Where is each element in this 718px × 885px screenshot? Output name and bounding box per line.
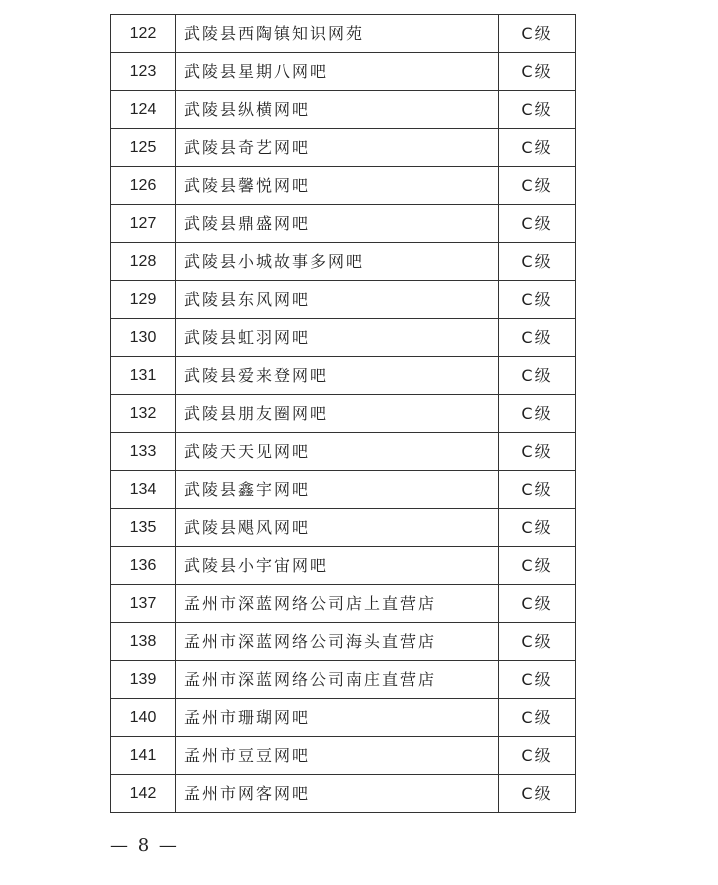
table-row [111,471,576,509]
grade-cell: C级 [499,623,576,661]
table-row [111,547,576,585]
row-number-cell: 130 [111,319,176,357]
row-number-cell: 131 [111,357,176,395]
row-number-cell: 142 [111,775,176,813]
grade-cell: C级 [499,357,576,395]
venue-name-cell: 孟州市深蓝网络公司南庄直营店 [176,661,499,699]
venue-name-cell: 武陵县鼎盛网吧 [176,205,499,243]
grade-cell: C级 [499,129,576,167]
table-row [111,167,576,205]
row-number-cell: 132 [111,395,176,433]
grade-cell: C级 [499,91,576,129]
row-number-cell: 135 [111,509,176,547]
table-row [111,53,576,91]
venue-name-cell: 孟州市珊瑚网吧 [176,699,499,737]
venue-name-cell: 孟州市深蓝网络公司海头直营店 [176,623,499,661]
table-row [111,91,576,129]
table-row [111,737,576,775]
row-number-cell: 138 [111,623,176,661]
row-number-cell: 139 [111,661,176,699]
venue-name-cell: 武陵县西陶镇知识网苑 [176,15,499,53]
venue-name-cell: 孟州市豆豆网吧 [176,737,499,775]
row-number-cell: 125 [111,129,176,167]
venue-name-cell: 武陵县奇艺网吧 [176,129,499,167]
table-row [111,509,576,547]
venue-name-cell: 孟州市网客网吧 [176,775,499,813]
row-number-cell: 127 [111,205,176,243]
table-row [111,775,576,813]
venue-name-cell: 武陵县爱来登网吧 [176,357,499,395]
venue-name-cell: 武陵县朋友圈网吧 [176,395,499,433]
row-number-cell: 134 [111,471,176,509]
row-number-cell: 137 [111,585,176,623]
grade-cell: C级 [499,281,576,319]
venue-name-cell: 武陵县星期八网吧 [176,53,499,91]
grade-cell: C级 [499,53,576,91]
row-number-cell: 136 [111,547,176,585]
grade-cell: C级 [499,471,576,509]
row-number-cell: 124 [111,91,176,129]
row-number-cell: 129 [111,281,176,319]
table-row [111,433,576,471]
table-row [111,699,576,737]
venue-name-cell: 武陵县小宇宙网吧 [176,547,499,585]
grade-cell: C级 [499,547,576,585]
table-row [111,281,576,319]
venue-name-cell: 孟州市深蓝网络公司店上直营店 [176,585,499,623]
row-number-cell: 123 [111,53,176,91]
grade-cell: C级 [499,509,576,547]
venue-name-cell: 武陵县虹羽网吧 [176,319,499,357]
grade-cell: C级 [499,319,576,357]
table-row [111,129,576,167]
row-number-cell: 140 [111,699,176,737]
venue-name-cell: 武陵县东风网吧 [176,281,499,319]
table-row [111,585,576,623]
venue-name-cell: 武陵县鑫宇网吧 [176,471,499,509]
table-row [111,15,576,53]
grade-cell: C级 [499,205,576,243]
grade-cell: C级 [499,661,576,699]
table-row [111,357,576,395]
venue-name-cell: 武陵县纵横网吧 [176,91,499,129]
table-row [111,243,576,281]
grade-table [110,14,576,813]
row-number-cell: 126 [111,167,176,205]
grade-cell: C级 [499,585,576,623]
venue-name-cell: 武陵县馨悦网吧 [176,167,499,205]
venue-name-cell: 武陵天天见网吧 [176,433,499,471]
table-row [111,205,576,243]
row-number-cell: 133 [111,433,176,471]
venue-name-cell: 武陵县飓风网吧 [176,509,499,547]
table-row [111,623,576,661]
table-row [111,319,576,357]
page-number: — 8 — [110,835,179,856]
grade-cell: C级 [499,15,576,53]
table-row [111,661,576,699]
grade-cell: C级 [499,775,576,813]
grade-cell: C级 [499,433,576,471]
table-body [111,15,576,813]
grade-cell: C级 [499,737,576,775]
row-number-cell: 122 [111,15,176,53]
grade-cell: C级 [499,699,576,737]
venue-name-cell: 武陵县小城故事多网吧 [176,243,499,281]
row-number-cell: 141 [111,737,176,775]
table-row [111,395,576,433]
grade-cell: C级 [499,167,576,205]
grade-cell: C级 [499,243,576,281]
grade-cell: C级 [499,395,576,433]
row-number-cell: 128 [111,243,176,281]
